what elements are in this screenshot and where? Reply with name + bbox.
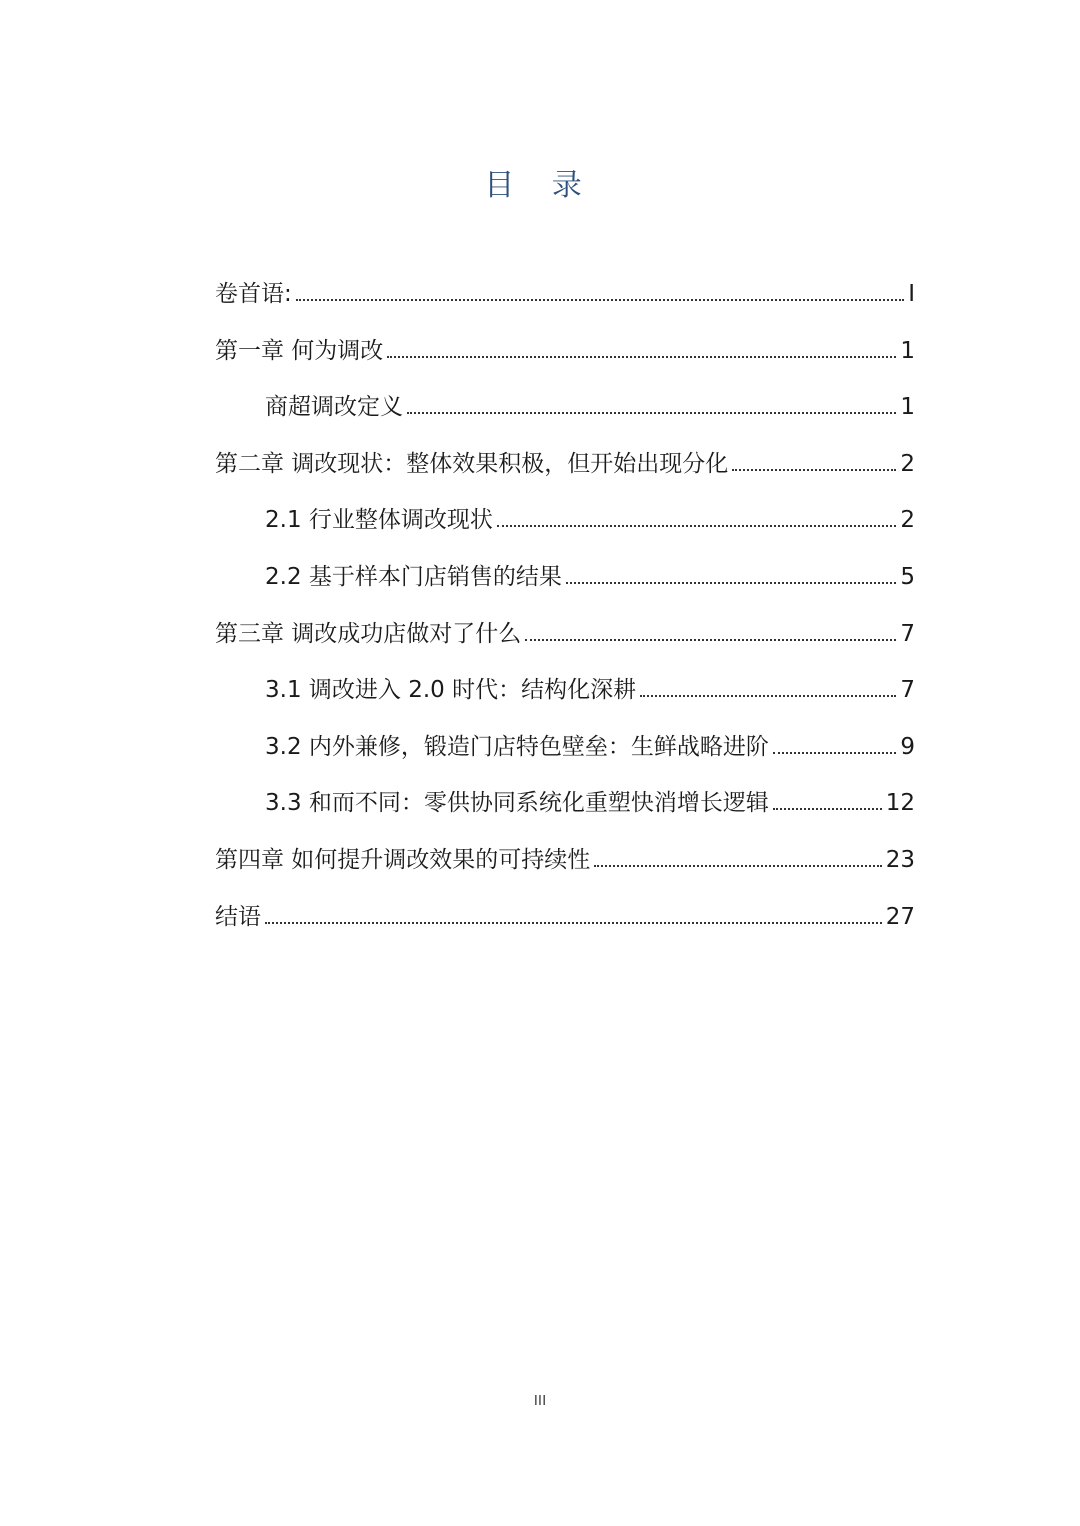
toc-entry-title: 第三章 调改成功店做对了什么 (215, 620, 522, 647)
toc-entry-title: 第二章 调改现状：整体效果积极，但开始出现分化 (215, 450, 729, 477)
toc-entry-page: 7 (900, 620, 915, 647)
toc-entry[interactable] (215, 670, 915, 727)
toc-entry[interactable] (215, 500, 915, 557)
toc-dot-leader (640, 694, 896, 697)
toc-dot-leader (525, 638, 896, 641)
toc-entry-page: 1 (900, 337, 915, 364)
toc-entry-page: 12 (885, 790, 915, 817)
toc-dot-leader (497, 524, 896, 527)
toc-entry-page: 7 (900, 677, 915, 704)
toc-dot-leader (387, 355, 896, 358)
toc-entry[interactable] (215, 274, 915, 331)
toc-entry-page: 23 (885, 846, 915, 873)
toc-entry-title: 商超调改定义 (265, 394, 403, 421)
toc-entry-page: 2 (900, 450, 915, 477)
toc-dot-leader (773, 807, 882, 810)
toc-entry-title: 第一章 何为调改 (215, 337, 384, 364)
toc-entry-title: 卷首语: (215, 281, 292, 307)
toc-entry-page: 5 (900, 563, 915, 590)
toc-entry-title: 第四章 如何提升调改效果的可持续性 (215, 846, 591, 873)
toc-dot-leader (732, 468, 896, 471)
toc-dot-leader (566, 581, 896, 584)
toc-entry-page: 9 (900, 733, 915, 760)
toc-entry[interactable] (215, 783, 915, 840)
toc-title: 目 录 (484, 168, 596, 203)
toc-entry[interactable] (215, 387, 915, 444)
toc-entry-title: 2.2 基于样本门店销售的结果 (265, 563, 562, 590)
toc-entry-title: 3.2 内外兼修，锻造门店特色壁垒：生鲜战略进阶 (265, 733, 769, 760)
toc-entry[interactable] (215, 897, 915, 954)
toc-entry[interactable] (215, 840, 915, 897)
toc-entry[interactable] (215, 444, 915, 501)
toc-entry-title: 3.1 调改进入 2.0 时代：结构化深耕 (265, 677, 637, 704)
toc-dot-leader (407, 411, 896, 414)
toc-entry-page: 2 (900, 507, 915, 534)
toc-entry-page: 1 (900, 394, 915, 421)
toc-entry-title: 结语 (215, 903, 261, 930)
toc-entry[interactable] (215, 614, 915, 671)
toc-entry-title: 2.1 行业整体调改现状 (265, 507, 493, 534)
toc-entry-title: 3.3 和而不同：零供协同系统化重塑快消增长逻辑 (265, 790, 769, 817)
toc-dot-leader (265, 921, 882, 924)
toc-dot-leader (594, 864, 881, 867)
page-number: III (533, 1392, 547, 1409)
toc-entry[interactable] (215, 331, 915, 388)
toc-entry[interactable] (215, 557, 915, 614)
toc-dot-leader (296, 298, 904, 301)
toc-entry-page: 27 (885, 903, 915, 930)
toc-entry[interactable] (215, 727, 915, 784)
toc-dot-leader (773, 751, 896, 754)
toc-entry-page: I (908, 281, 915, 307)
table-of-contents (215, 274, 915, 953)
